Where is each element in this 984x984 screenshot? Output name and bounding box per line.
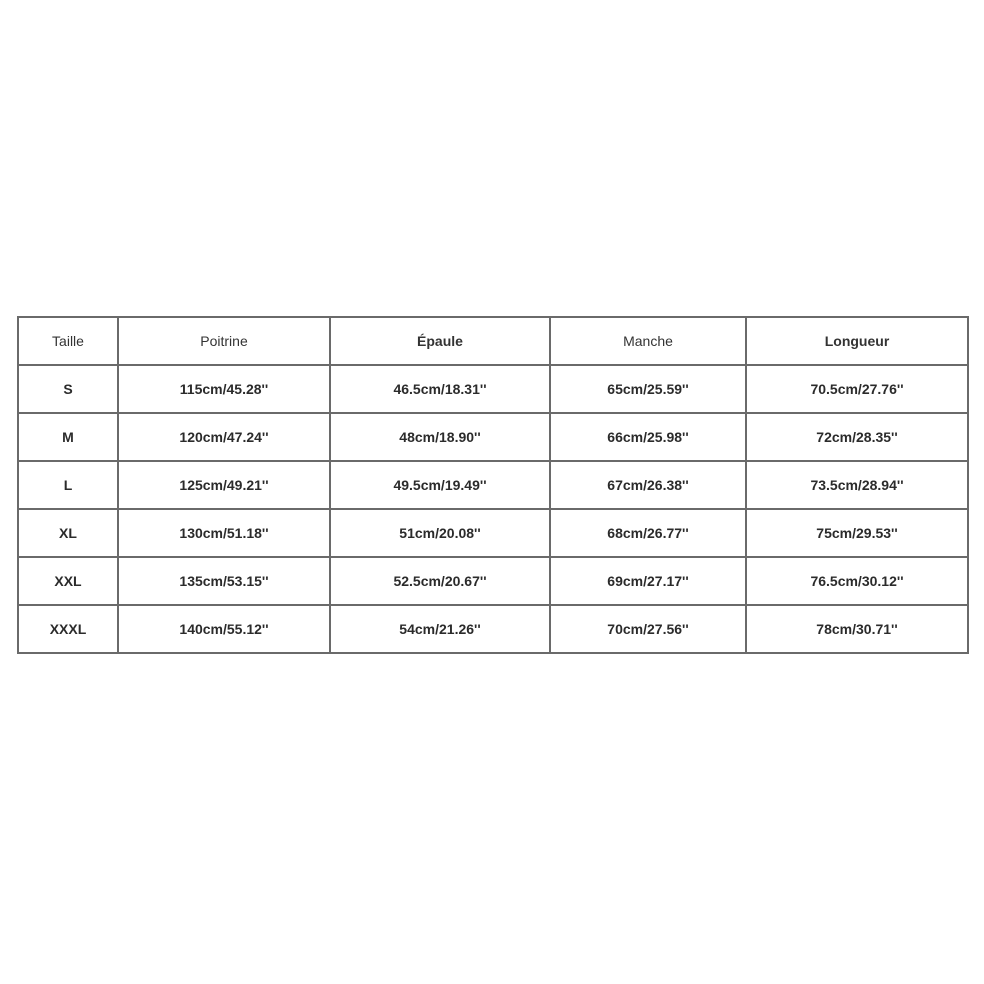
header-manche: Manche	[550, 317, 746, 365]
poitrine-cell: 130cm/51.18''	[118, 509, 330, 557]
size-cell: XXL	[18, 557, 118, 605]
longueur-cell: 72cm/28.35''	[746, 413, 968, 461]
header-epaule: Épaule	[330, 317, 550, 365]
size-chart-table	[17, 316, 969, 654]
epaule-cell: 51cm/20.08''	[330, 509, 550, 557]
size-cell: XXXL	[18, 605, 118, 653]
size-cell: XL	[18, 509, 118, 557]
poitrine-cell: 120cm/47.24''	[118, 413, 330, 461]
table-row	[18, 365, 968, 413]
longueur-cell: 75cm/29.53''	[746, 509, 968, 557]
manche-cell: 68cm/26.77''	[550, 509, 746, 557]
poitrine-cell: 125cm/49.21''	[118, 461, 330, 509]
manche-cell: 70cm/27.56''	[550, 605, 746, 653]
manche-cell: 66cm/25.98''	[550, 413, 746, 461]
epaule-cell: 46.5cm/18.31''	[330, 365, 550, 413]
header-poitrine: Poitrine	[118, 317, 330, 365]
manche-cell: 67cm/26.38''	[550, 461, 746, 509]
epaule-cell: 49.5cm/19.49''	[330, 461, 550, 509]
manche-cell: 69cm/27.17''	[550, 557, 746, 605]
manche-cell: 65cm/25.59''	[550, 365, 746, 413]
table-row	[18, 509, 968, 557]
table-row	[18, 557, 968, 605]
header-row	[18, 317, 968, 365]
longueur-cell: 78cm/30.71''	[746, 605, 968, 653]
table-row	[18, 605, 968, 653]
table-row	[18, 461, 968, 509]
size-cell: M	[18, 413, 118, 461]
header-taille: Taille	[18, 317, 118, 365]
longueur-cell: 76.5cm/30.12''	[746, 557, 968, 605]
longueur-cell: 73.5cm/28.94''	[746, 461, 968, 509]
epaule-cell: 54cm/21.26''	[330, 605, 550, 653]
longueur-cell: 70.5cm/27.76''	[746, 365, 968, 413]
size-cell: L	[18, 461, 118, 509]
poitrine-cell: 115cm/45.28''	[118, 365, 330, 413]
size-cell: S	[18, 365, 118, 413]
poitrine-cell: 135cm/53.15''	[118, 557, 330, 605]
table-row	[18, 413, 968, 461]
table-body	[18, 365, 968, 653]
header-longueur: Longueur	[746, 317, 968, 365]
epaule-cell: 52.5cm/20.67''	[330, 557, 550, 605]
poitrine-cell: 140cm/55.12''	[118, 605, 330, 653]
epaule-cell: 48cm/18.90''	[330, 413, 550, 461]
table-header	[18, 317, 968, 365]
